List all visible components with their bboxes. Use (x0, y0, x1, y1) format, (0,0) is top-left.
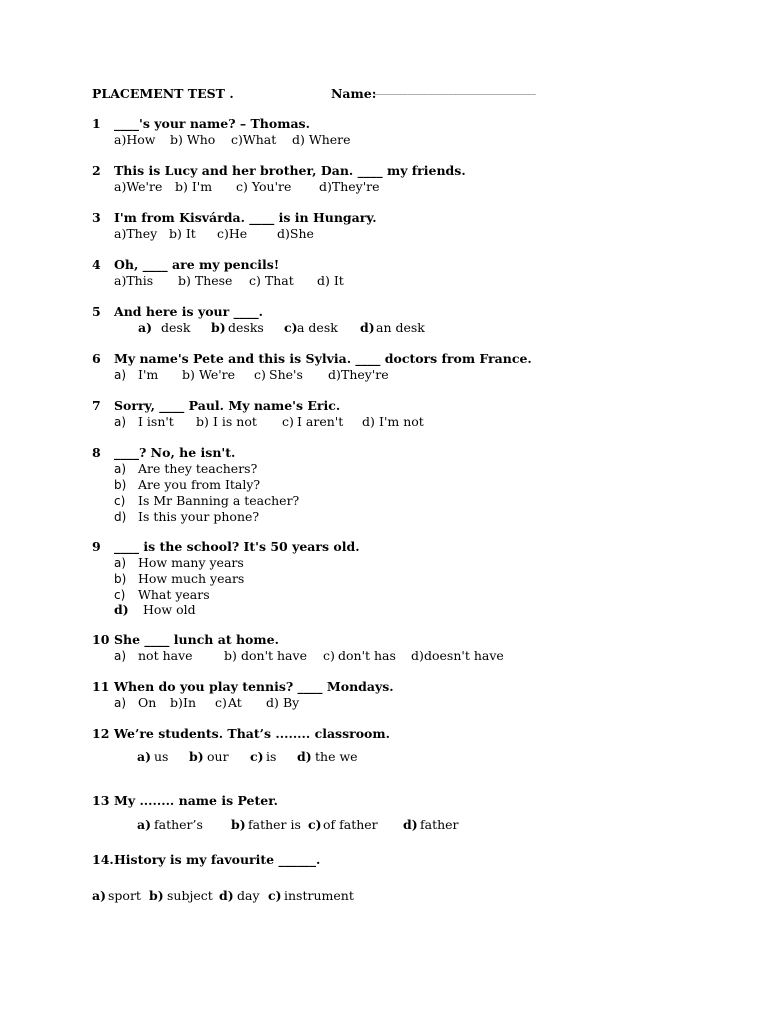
option-c: c)He (217, 226, 248, 241)
option-c-letter: c) (282, 414, 294, 429)
question-number: 2 (92, 163, 101, 178)
option-c-letter: c) (114, 588, 126, 602)
option-d: By (283, 695, 300, 710)
question-number: 9 (92, 539, 101, 554)
option-b-letter: b) (114, 572, 127, 586)
option-b: b) I'm (175, 179, 213, 194)
option-b-letter: b) (189, 749, 204, 764)
question-number: 14. (92, 852, 114, 867)
option-c: a desk (297, 320, 338, 335)
option-d: d)She (277, 226, 314, 241)
option-a-letter: a) (114, 696, 127, 710)
option-c: c)What (231, 132, 277, 147)
option-d: d) It (317, 273, 344, 288)
option-c: c) That (249, 273, 294, 288)
option-d-letter: d) (411, 648, 424, 663)
option-a-letter: a) (114, 649, 127, 663)
question-text: ____? No, he isn't. (114, 445, 236, 460)
option-b-letter: b) (211, 320, 226, 335)
question-number: 11 (92, 679, 110, 694)
question-text: I'm from Kisvárda. ____ is in Hungary. (114, 210, 377, 225)
option-c: I aren't (297, 414, 344, 429)
question-number: 1 (92, 116, 101, 131)
option-a: us (154, 749, 169, 764)
option-a: How many years (138, 555, 244, 570)
question-text: Oh, ____ are my pencils! (114, 257, 280, 272)
question-text: Sorry, ____ Paul. My name's Eric. (114, 398, 341, 413)
option-c: of father (323, 817, 378, 832)
question-number: 13 (92, 793, 110, 808)
option-a-letter: a) (114, 556, 127, 570)
question-text: When do you play tennis? ____ Mondays. (114, 679, 394, 694)
option-a-letter: a) (138, 320, 153, 335)
option-b: b) It (169, 226, 196, 241)
option-a: Are they teachers? (138, 461, 258, 476)
question-text: My name's Pete and this is Sylvia. ____ doctors from France. (114, 351, 532, 366)
option-d-letter: d) (362, 414, 375, 429)
option-b-letter: b) (149, 888, 164, 903)
option-c-letter: c) (284, 320, 298, 335)
option-b: b) These (178, 273, 233, 288)
option-a: father’s (154, 817, 203, 832)
option-b: our (207, 749, 229, 764)
test-title: PLACEMENT TEST . (92, 86, 234, 101)
option-a: a)How (114, 132, 156, 147)
option-b: don't have (241, 648, 307, 663)
option-d: the we (315, 749, 358, 764)
option-c-letter: c) (250, 749, 264, 764)
option-a: desk (161, 320, 191, 335)
question-text: ____ is the school? It's 50 years old. (114, 539, 360, 554)
option-b: We're (199, 367, 236, 382)
question-text: My ........ name is Peter. (114, 793, 279, 808)
option-c: At (228, 695, 242, 710)
option-c-letter: c) (308, 817, 322, 832)
option-a-letter: a) (137, 817, 152, 832)
option-a-letter: a) (92, 888, 107, 903)
option-d: I'm not (379, 414, 424, 429)
option-b-letter: b) (196, 414, 209, 429)
option-d: doesn't have (424, 648, 504, 663)
option-c-letter: c) (215, 695, 227, 710)
option-d-letter: d) (114, 510, 127, 524)
question-text: ____'s your name? – Thomas. (114, 116, 310, 131)
name-label: Name: (331, 86, 377, 101)
option-d-letter: d) (219, 888, 234, 903)
option-b: Are you from Italy? (138, 477, 261, 492)
option-c-letter: c) (114, 494, 126, 508)
option-d: d)They're (319, 179, 380, 194)
question-number: 8 (92, 445, 101, 460)
option-b: I is not (213, 414, 257, 429)
option-d: d) Where (292, 132, 351, 147)
name-line: _______________________________________ (374, 86, 536, 95)
option-d: father (420, 817, 459, 832)
option-a-letter: a) (114, 462, 127, 476)
option-d: day (237, 888, 260, 903)
option-c: is (266, 749, 277, 764)
option-d: They're (341, 367, 389, 382)
option-d: How old (143, 602, 196, 617)
option-a: On (138, 695, 157, 710)
option-c: instrument (284, 888, 354, 903)
option-a: a)They (114, 226, 158, 241)
option-a-letter: a) (114, 368, 127, 382)
option-a: a)We're (114, 179, 163, 194)
question-number: 5 (92, 304, 101, 319)
option-d-letter: d) (403, 817, 418, 832)
question-number: 7 (92, 398, 101, 413)
option-d-letter: d) (266, 695, 279, 710)
option-d: Is this your phone? (138, 509, 260, 524)
option-b: In (183, 695, 196, 710)
question-text: History is my favourite ______. (114, 852, 321, 867)
option-c-letter: c) (254, 367, 266, 382)
question-text: We’re students. That’s ........ classroom. (114, 726, 390, 741)
option-c: Is Mr Banning a teacher? (138, 493, 300, 508)
option-a: a)This (114, 273, 154, 288)
option-a-letter: a) (137, 749, 152, 764)
option-c: c) You're (236, 179, 292, 194)
option-c: She's (269, 367, 303, 382)
question-number: 3 (92, 210, 101, 225)
option-b-letter: b) (182, 367, 195, 382)
question-number: 12 (92, 726, 110, 741)
option-b-letter: b) (231, 817, 246, 832)
option-b: desks (228, 320, 264, 335)
option-c: don't has (338, 648, 396, 663)
option-b: subject (167, 888, 213, 903)
question-text: This is Lucy and her brother, Dan. ____ my friends. (114, 163, 466, 178)
option-a: not have (138, 648, 193, 663)
question-number: 6 (92, 351, 101, 366)
question-number: 4 (92, 257, 101, 272)
option-a: I'm (138, 367, 159, 382)
option-c: What years (138, 587, 210, 602)
option-b-letter: b) (170, 695, 183, 710)
option-a: I isn't (138, 414, 174, 429)
option-b: b) Who (170, 132, 216, 147)
option-d: an desk (376, 320, 425, 335)
question-number: 10 (92, 632, 110, 647)
option-b: How much years (138, 571, 245, 586)
option-c-letter: c) (323, 648, 335, 663)
option-d-letter: d) (114, 602, 129, 617)
option-d-letter: d) (360, 320, 375, 335)
option-c-letter: c) (268, 888, 282, 903)
option-a: sport (108, 888, 141, 903)
option-b-letter: b) (114, 478, 127, 492)
option-d-letter: d) (328, 367, 341, 382)
question-text: She ____ lunch at home. (114, 632, 279, 647)
question-text: And here is your ____. (114, 304, 263, 319)
option-b: father is (248, 817, 301, 832)
option-b-letter: b) (224, 648, 237, 663)
option-d-letter: d) (297, 749, 312, 764)
option-a-letter: a) (114, 415, 127, 429)
